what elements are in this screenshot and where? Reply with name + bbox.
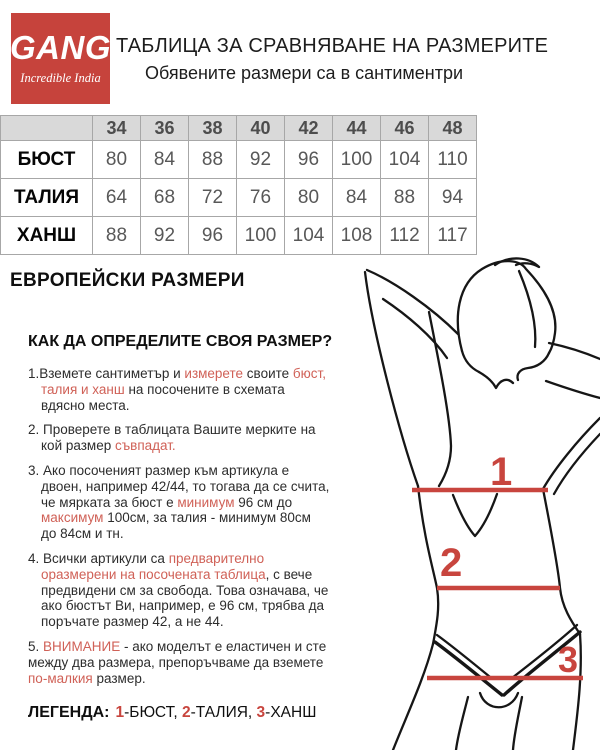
value-cell: 110 [429,141,477,179]
value-cell: 72 [189,179,237,217]
legend-text: -БЮСТ, [124,704,182,721]
page-title: ТАБЛИЦА ЗА СРАВНЯВАНЕ НА РАЗМЕРИТЕ [116,35,549,57]
step-text-highlight: съвпадат. [114,438,176,454]
step-text-highlight: по-малкия [28,670,93,686]
table-row [1,179,477,217]
woman-line-drawing [350,255,600,750]
size-header-cell: 36 [141,116,189,141]
size-header-cell: 34 [93,116,141,141]
heading-european-sizes: ЕВРОПЕЙСКИ РАЗМЕРИ [10,270,245,291]
step-number: 4. [28,550,40,566]
value-cell: 92 [141,217,189,255]
step-text: 96 см до [234,494,293,510]
size-header-cell: 46 [381,116,429,141]
step-text: Всички артикули са [39,550,169,566]
step-text: 100см, за талия - минимум 80см до 84см и тн. [41,510,311,542]
value-cell: 108 [333,217,381,255]
value-cell: 68 [141,179,189,217]
step-item [28,639,330,686]
step-text-highlight: максимум [41,510,104,526]
step-text: - ако моделът е еластичен и сте между два размера, препоръчваме да вземете [28,638,327,670]
legend-items [115,704,316,721]
step-text: на посочените в схемата вдясно места. [41,381,285,413]
value-cell: 88 [93,217,141,255]
legend [28,704,316,722]
step-text: своите [243,366,293,381]
legend-number: 2 [181,704,191,721]
measurement-figure [350,255,600,750]
step-text: размер. [92,670,146,686]
step-text-highlight: предварително оразмерени на посочената таблица [41,550,266,582]
value-cell: 117 [429,217,477,255]
size-header-cell: 48 [429,116,477,141]
step-number: 1. [28,366,40,381]
value-cell: 100 [333,141,381,179]
value-cell: 76 [237,179,285,217]
table-row [1,217,477,255]
value-cell: 112 [381,217,429,255]
hip-label: 3 [558,639,579,680]
value-cell: 88 [381,179,429,217]
size-header-empty-cell [1,116,93,141]
step-text: Проверете в таблицата Вашите мерките на кой размер [39,422,316,454]
step-item [28,551,330,630]
instruction-steps [28,366,330,695]
value-cell: 100 [237,217,285,255]
size-header-cell: 44 [333,116,381,141]
value-cell: 96 [285,141,333,179]
step-item [28,463,330,542]
step-text: Вземете сантиметър и [39,366,185,381]
step-text-highlight: ВНИМАНИЕ [43,638,121,654]
size-table-head [1,116,477,141]
value-cell: 104 [381,141,429,179]
step-text-highlight: минимум [177,494,235,510]
heading-how-to: КАК ДА ОПРЕДЕЛИТЕ СВОЯ РАЗМЕР? [28,333,333,350]
step-number: 2. [28,422,40,438]
value-cell: 92 [237,141,285,179]
legend-text: -ТАЛИЯ, [190,704,257,721]
value-cell: 64 [93,179,141,217]
size-comparison-table [0,115,477,255]
step-text: , с вече предвидени см за свобода. Това означава, че ако бюстът Ви, например, е 96 см, трябва да поръчате размер 42, а не 44. [41,566,329,630]
step-text-highlight: бюст, талия и ханш [41,366,326,397]
step-item [28,366,330,413]
row-label-cell: ТАЛИЯ [1,179,93,217]
size-header-cell: 40 [237,116,285,141]
step-number: 3. [28,462,40,478]
value-cell: 96 [189,217,237,255]
value-cell: 84 [141,141,189,179]
legend-text: -ХАНШ [265,704,317,721]
step-text: Ако посоченият размер към артикула е двоен, например 42/44, то тогава да се счита, че мярката за бюст е [39,462,330,510]
brand-tagline: Incredible India [20,71,101,85]
size-header-row [1,116,477,141]
row-label-cell: ХАНШ [1,217,93,255]
page-subtitle: Обявените размери са в сантиментри [144,63,464,83]
size-table-body [1,141,477,255]
legend-number: 1 [115,704,125,721]
legend-number: 3 [256,704,266,721]
brand-name: GANG [10,29,111,66]
value-cell: 84 [333,179,381,217]
waist-label: 2 [440,541,463,585]
legend-label: ЛЕГЕНДА: [28,704,110,721]
value-cell: 94 [429,179,477,217]
value-cell: 80 [285,179,333,217]
brand-logo [11,13,110,104]
bust-label: 1 [490,450,513,494]
value-cell: 88 [189,141,237,179]
step-item [28,422,330,454]
page-header [116,35,549,84]
value-cell: 80 [93,141,141,179]
table-row [1,141,477,179]
row-label-cell: БЮСТ [1,141,93,179]
size-header-cell: 38 [189,116,237,141]
value-cell: 104 [285,217,333,255]
step-text-highlight: измерете [184,366,244,381]
step-number: 5. [28,638,40,654]
size-header-cell: 42 [285,116,333,141]
